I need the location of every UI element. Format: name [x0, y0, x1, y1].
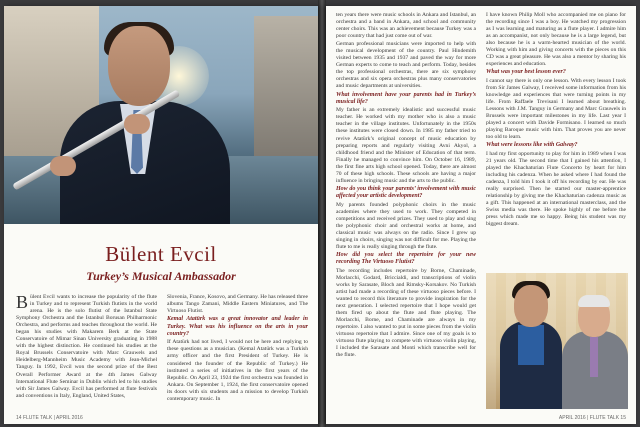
interview-question: How did you select the repertoire for your new recording The Virtuoso Flutist? — [336, 251, 476, 266]
inset-photo-scarf — [518, 325, 544, 365]
left-column-2 — [167, 294, 308, 404]
photo-building-right — [254, 16, 318, 156]
photo-hand-right — [124, 114, 150, 134]
hero-photo — [4, 6, 318, 224]
body-paragraph: I had my first opportunity to play for him in 1989 when I was 21 years old. The second time that I gained his attention, I played the Khachaturian Flute Concerto by heart for him including his cadenza. When he asked where I had found the cadenza, I told him I took it off his recording by ear. He was really surprised. Then he started our master-apprentice relationship by giving me the Khachaturian cadenza music as a gift. This happened at an international masterclass, and the Swiss media was there. He spoke highly of me before the press which made me so happy. Being his student was my biggest dream. — [486, 150, 626, 228]
article-header — [4, 234, 318, 284]
inset-photo-evcil-face — [514, 285, 548, 327]
page-footer-left: 14 FLUTE TALK | APRIL 2016 — [16, 415, 83, 421]
body-paragraph-text: ülent Evcil wants to increase the popularity of the flute in Turkey and to represent Turkish flutists in the world arena. He is the solo flutist of the Istanbul State Symphony Orchestra and the Istanbul Borusan Philharmonic Orchestra, and performs and teaches throughout the world. He began his studies with Makarem Berk at the State Conservatoire of Mimar Sinan University graduating in 1988 with the highest distinction. He continued his studies at the Royal Brussels Conservatoire with Marc Grauwels and Heidelberg-Mannheim Music Academy with Jean-Michel Tanguy. In 1992, Evcil won the second prize of the Best Overall Performer Award at the 4th James Galway International Flute Seminar in Dublin which led to his studies with Sir James Galway. Evcil has performed at flute festivals and conventions in Italy, England, United States, — [16, 294, 157, 399]
body-paragraph: If Atatürk had not lived, I would not be here and replying to these questions as a musician. (Kemal Atatürk was a Turkish army officer and the first President of Turkey. He is considered the founder of the Republic of Turkey.) He instituted a series of initiatives in the first years of the Republic. On April 23, 1924 the first orchestra was founded in Ankara. On September 1, 1924, the first conservatoire opened its doors with six students and a mission to develop Turkish contemporary music. In — [167, 339, 308, 402]
left-text-columns — [16, 294, 308, 404]
right-page — [326, 6, 636, 424]
body-paragraph: I cannot say there is only one lesson. With every lesson I took from Sir James Galway, I received some information from his knowledge and experiences that were turning points in my life. From Raffaele Trevisani I learned about breathing. Lessons with J.M. Tanguy in Germany and Marc Grauwels in Brussels were important milestones in my life. Last year I played a concert with Davide Formisano. I learned so much playing Baroque music with him. That proves you are never too old to learn. — [486, 77, 626, 141]
interview-question: How do you think your parents’ involvement with music affected your artistic development? — [336, 185, 476, 200]
body-paragraph: Slovenia, France, Kosovo, and Germany. He has released three albums Tango Zamani, Middle Eastern Miniatures, and The Virtuoso Flutist. — [167, 294, 308, 315]
interview-question: Kemal Atatürk was a great innovator and leader in Turkey. What was his influence on the arts in your country? — [167, 316, 308, 337]
drop-cap: B — [16, 292, 29, 312]
body-paragraph: ten years there were music schools in Ankara and Istanbul, an orchestra and a band in Ankara, and school and community center choirs. This was an achievement because Turkey was a poor country that had just come out of war. — [336, 12, 476, 40]
interview-question: What were lessons like with Galway? — [486, 142, 578, 149]
right-column-1 — [336, 12, 476, 360]
inset-photo — [486, 273, 628, 409]
body-paragraph: German professional musicians were imported to help with the musical development of the country. Paul Hindemith visited between 1935 and 1937 and paved the way for more German experts to come to teach and perform. Today, besides the top professional orchestras, there are six symphony orchestras and six opera orchestras plus many conservatories and music departments at universities. — [336, 41, 476, 90]
body-paragraph: I have known Philip Moll who accompanied me on piano for the recording since I was a boy. He watched my progression as I was learning and maturing as a flute player. I admire him as an accompanist, not only because he is a large legend, but also because he is a warm-hearted musician of the world. Working with him and giving concerts with the pieces on this CD was a great pleasure. He was also a mentor by sharing his experiences and education. — [486, 12, 626, 68]
inset-photo-galway-hair — [578, 295, 610, 307]
interview-question: What was your best lesson ever? — [486, 69, 566, 76]
article-title: Bülent Evcil — [105, 242, 217, 266]
body-paragraph: My father is an extremely idealistic and successful music teacher. He worked with my mother who is also a music teacher in the village institutes. Unfortunately in the 1950s these institutes were closed down. In 1985 my father tried to revive Atatürk’s original concept of music education by preparing reports and regularly visiting Avni Akyol, a childhood friend and the Minister of Education of that term. Finally he managed to convince him. On October 16, 1989, the first fine arts high school opened. Today, there are almost 70 of these high schools. These schools are having a major influence in bringing music and the arts to the public. — [336, 107, 476, 184]
body-paragraph — [16, 294, 157, 400]
article-subtitle: Turkey’s Musical Ambassador — [86, 269, 236, 283]
page-footer-right: APRIL 2016 | FLUTE TALK 15 — [558, 415, 626, 421]
left-column-1 — [16, 294, 157, 404]
interview-question: What involvement have your parents had in Turkey’s musical life? — [336, 91, 476, 105]
body-paragraph: The recording includes repertoire by Borne, Chaminade, Morlacchi, Godard, Briccialdi, and transcriptions of violin works by Sarasate, Bloch and Rimsky-Korsakov. No Turkish artist had made a recording of these virtuoso pieces before. I wanted to record this literature to provide inspiration for the next generation. I selected repertoire that I hope would get them fired up about the flute and flute playing. The Morlacchi, Borne, and Chaminade are always in my repertoire. I also wanted to put in some pieces from the violin virtuoso repertoire that I admire. Since one of my goals is to virtuoso flute playing to compete with virtuoso violin playing, I included the Sarasate and Monti which transcribe well for the flute. — [336, 267, 476, 359]
photo-hand-left — [50, 156, 76, 176]
left-page — [4, 6, 318, 424]
photo-flutist-face — [108, 26, 170, 106]
spread-spine — [318, 0, 326, 427]
body-paragraph: My parents founded polyphonic choirs in the music academies where they used to work. They competed in competitions and received prizes. They used to play and sing the polyphonic choir and orchestral works at home, and classical music was always on the radio. Since I grew up singing in choirs, singing was not difficult for me. Playing the flute to me is really singing through the flute. — [336, 201, 476, 250]
inset-photo-galway-tie — [590, 337, 598, 377]
